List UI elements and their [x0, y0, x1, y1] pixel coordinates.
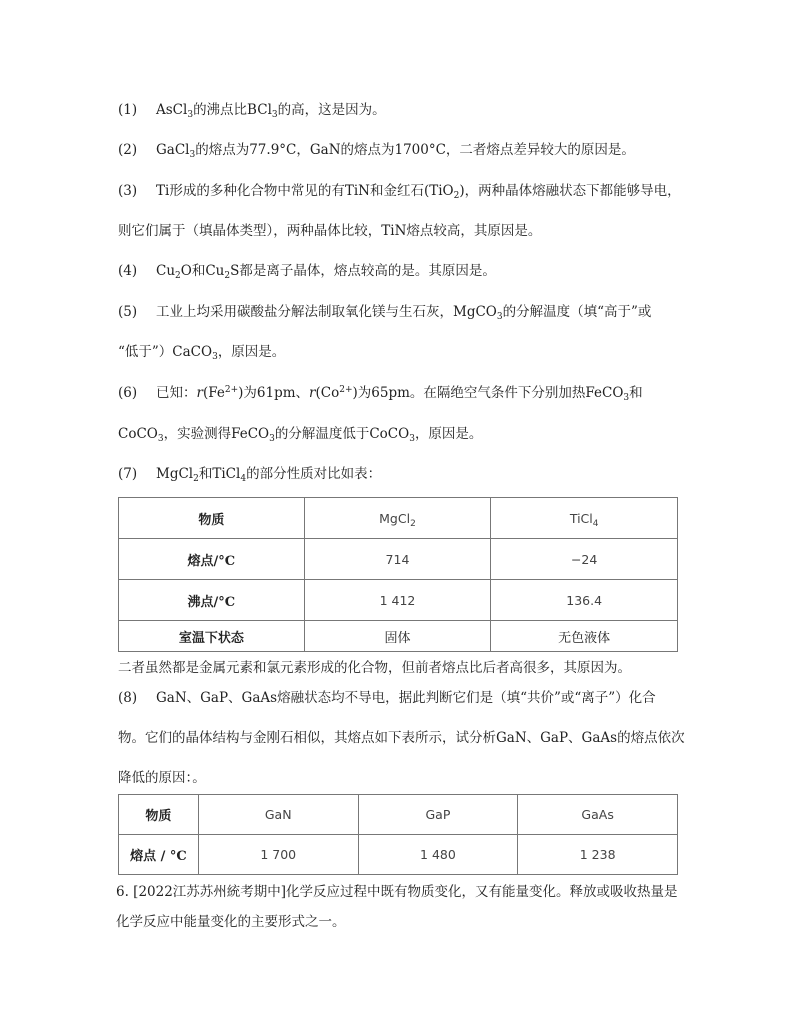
table-row — [119, 835, 678, 875]
text: MgCl — [379, 510, 411, 526]
subscript: 3 — [157, 434, 164, 444]
properties-table — [118, 497, 678, 652]
subscript: 3 — [623, 393, 630, 403]
table-row — [119, 580, 678, 621]
question-8-line-2: 物。它们的晶体结构与金刚石相似，其熔点如下表所示，试分析GaN、GaP、GaAs的熔点依次 — [118, 730, 685, 746]
subscript: 3 — [496, 312, 503, 322]
subscript: 2 — [224, 271, 231, 281]
text: (Co — [315, 385, 340, 401]
superscript: 2+ — [339, 385, 353, 395]
question-number: (5) — [118, 304, 138, 320]
text: GaCl — [156, 142, 190, 158]
subscript: 3 — [271, 110, 278, 120]
question-number: (8) — [118, 690, 138, 706]
text: 和TiCl — [198, 466, 241, 482]
subscript: 4 — [592, 518, 599, 529]
text: 已知： — [156, 385, 197, 401]
text: S都是离子晶体，熔点较高的是。其原因是。 — [230, 263, 496, 279]
text: 的分解温度低于CoCO — [274, 426, 410, 442]
text: 和 — [629, 385, 643, 401]
table-cell: 无色液体 — [491, 621, 678, 652]
table-header-row — [119, 795, 678, 835]
question-3 — [118, 181, 681, 201]
question-3-line-2: 则它们属于（填晶体类型），两种晶体比较，TiN熔点较高，其原因是。 — [118, 223, 542, 239]
subscript: 2 — [453, 191, 460, 201]
text: )，两种晶体熔融状态下都能够导电， — [459, 183, 681, 199]
subscript: 3 — [212, 352, 218, 362]
question-1 — [118, 100, 386, 120]
subscript: 2 — [175, 271, 181, 281]
text: ，实验测得FeCO — [163, 426, 270, 442]
table-header-cell: 物质 — [119, 795, 199, 835]
question-number: (2) — [118, 142, 138, 158]
subscript: 3 — [269, 434, 275, 444]
table-7-conclusion: 二者虽然都是金属元素和氯元素形成的化合物，但前者熔点比后者高很多，其原因为。 — [118, 660, 631, 676]
radius-symbol: r — [309, 385, 316, 401]
question-8-line-3: 降低的原因：。 — [118, 770, 206, 786]
text: ，原因是。 — [217, 344, 286, 360]
text: “低于”）CaCO — [118, 344, 213, 360]
table-cell: 固体 — [304, 621, 491, 652]
question-6 — [118, 383, 643, 403]
table-cell: 熔点/°C — [119, 539, 305, 580]
table-header-cell: GaN — [198, 795, 358, 835]
text: 工业上均采用碳酸盐分解法制取氧化镁与生石灰，MgCO — [156, 304, 497, 320]
question-4 — [118, 261, 496, 281]
text: MgCl — [156, 466, 194, 482]
table-header-cell — [491, 498, 678, 539]
problem-6-line-2: 化学反应中能量变化的主要形式之一。 — [116, 914, 346, 930]
text: CoCO — [118, 426, 158, 442]
text: )为61pm、 — [238, 385, 310, 401]
question-number: (6) — [118, 385, 138, 401]
text: 的高，这是因为。 — [277, 102, 386, 118]
table-cell: 1 238 — [518, 835, 678, 875]
text: O和Cu — [180, 263, 225, 279]
text: 的熔点为77.9°C，GaN的熔点为1700°C，二者熔点差异较大的原因是。 — [195, 142, 635, 158]
table-cell: −24 — [491, 539, 678, 580]
table-cell: 714 — [304, 539, 491, 580]
question-7 — [118, 464, 381, 484]
question-6-line-2 — [118, 424, 482, 444]
table-cell: 1 412 — [304, 580, 491, 621]
table-cell: 熔点 / °C — [119, 835, 199, 875]
table-header-row — [119, 498, 678, 539]
text: ，原因是。 — [414, 426, 483, 442]
question-number: (1) — [118, 102, 138, 118]
question-5 — [118, 302, 651, 322]
subscript: 3 — [187, 110, 194, 120]
table-row — [119, 621, 678, 652]
subscript: 3 — [189, 150, 196, 160]
subscript: 4 — [240, 474, 247, 484]
text: Cu — [156, 263, 176, 279]
table-cell: 室温下状态 — [119, 621, 305, 652]
question-2 — [118, 140, 635, 160]
table-cell: 1 480 — [358, 835, 518, 875]
text: 的分解温度（填“高于”或 — [502, 304, 652, 320]
question-number: (4) — [118, 263, 138, 279]
question-number: (7) — [118, 466, 138, 482]
text: TiCl — [569, 510, 593, 526]
table-header-cell: 物质 — [119, 498, 305, 539]
subscript: 2 — [193, 474, 199, 484]
table-cell: 沸点/°C — [119, 580, 305, 621]
question-number: (3) — [118, 183, 138, 199]
text: 的部分性质对比如表： — [246, 466, 382, 482]
text: AsCl — [156, 102, 188, 118]
table-cell: 1 700 — [198, 835, 358, 875]
subscript: 3 — [409, 434, 415, 444]
table-header-cell: GaAs — [518, 795, 678, 835]
table-cell: 136.4 — [491, 580, 678, 621]
text: (Fe — [202, 385, 225, 401]
text: Ti形成的多种化合物中常见的有TiN和金红石(TiO — [156, 183, 454, 199]
text: GaN、GaP、GaAs熔融状态均不导电，据此判断它们是（填“共价”或“离子”）化合 — [156, 690, 656, 706]
radius-symbol: r — [196, 385, 203, 401]
superscript: 2+ — [224, 385, 239, 395]
text: )为65pm。在隔绝空气条件下分别加热FeCO — [352, 385, 624, 401]
table-row — [119, 539, 678, 580]
question-5-line-2 — [118, 342, 285, 362]
text: 的沸点比BCl — [193, 102, 272, 118]
question-8 — [118, 688, 656, 708]
table-header-cell: GaP — [358, 795, 518, 835]
problem-6-line-1: 6. [2022江苏苏州統考期中]化学反应过程中既有物质变化，又有能量变化。释放或吸收热量是 — [116, 884, 678, 900]
melting-point-table — [118, 794, 678, 875]
subscript: 2 — [410, 518, 416, 529]
table-header-cell — [304, 498, 491, 539]
